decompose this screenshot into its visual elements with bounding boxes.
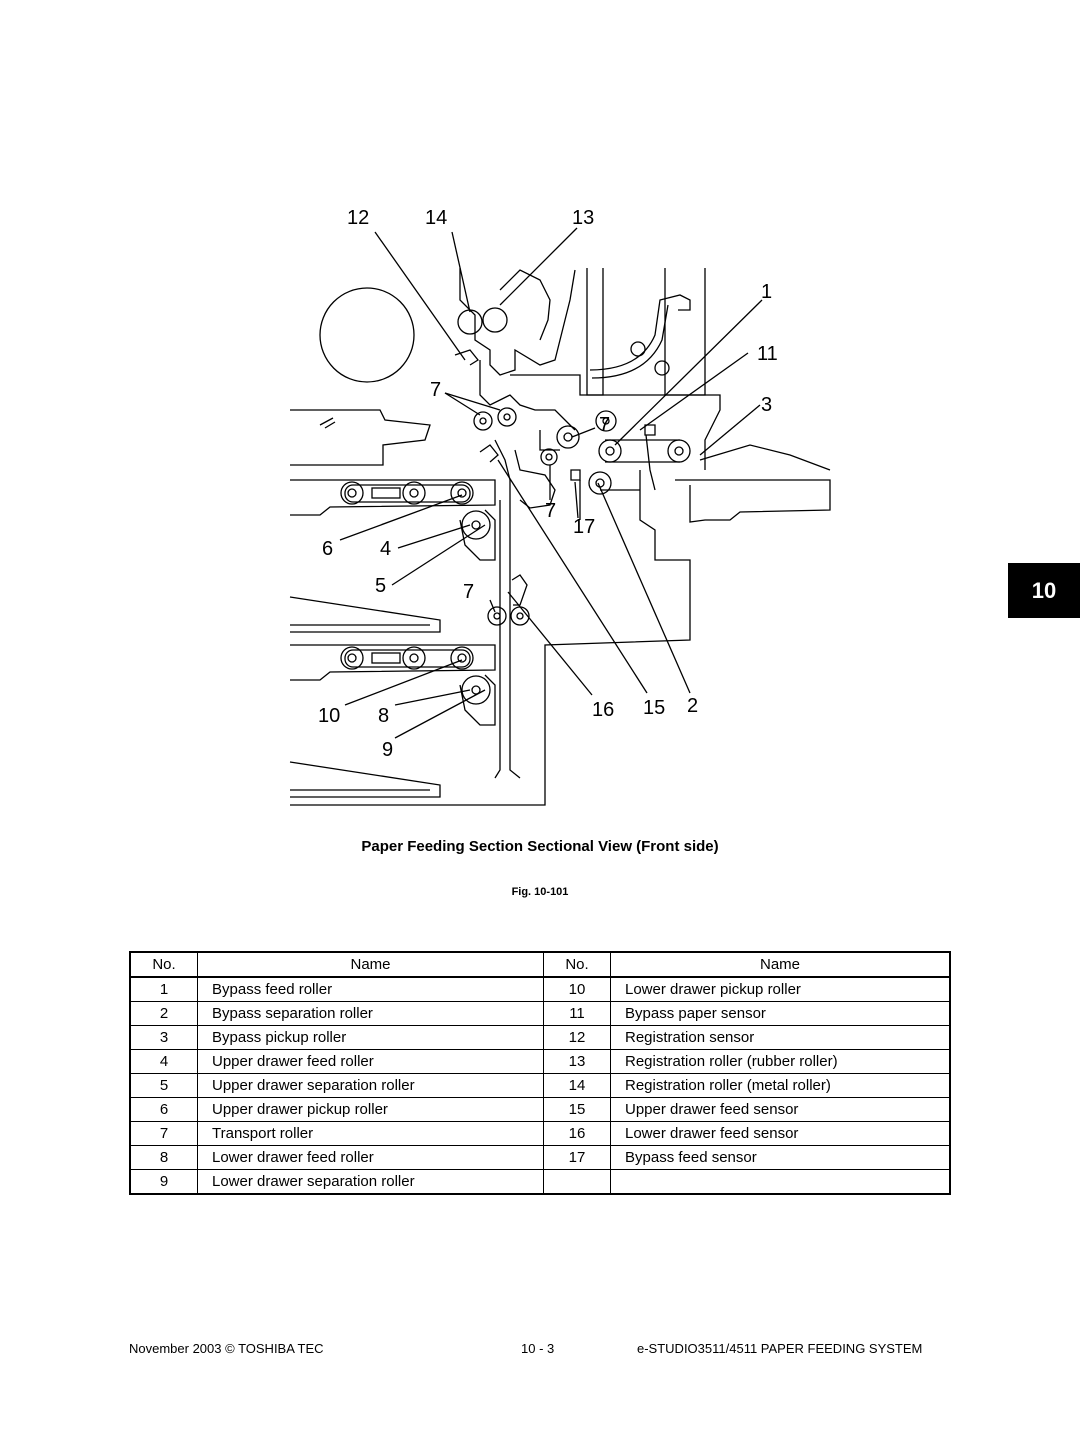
part-name: Lower drawer separation roller (198, 1170, 544, 1195)
part-number: 2 (130, 1002, 198, 1026)
part-name: Upper drawer feed roller (198, 1050, 544, 1074)
part-name: Transport roller (198, 1122, 544, 1146)
callout-label: 6 (322, 538, 334, 560)
callout-label: 17 (573, 516, 596, 538)
part-name: Upper drawer separation roller (198, 1074, 544, 1098)
footer-right: e-STUDIO3511/4511 PAPER FEEDING SYSTEM (637, 1341, 923, 1356)
table-row (130, 1170, 950, 1195)
part-name: Registration roller (metal roller) (611, 1074, 951, 1098)
part-name: Registration sensor (611, 1026, 951, 1050)
header-no: No. (130, 952, 198, 977)
table-row (130, 977, 950, 1002)
callout-label: 13 (572, 207, 595, 229)
drum (320, 288, 414, 382)
figure-caption: Paper Feeding Section Sectional View (Front side) (361, 838, 719, 855)
table-row (130, 1074, 950, 1098)
part-name: Lower drawer feed roller (198, 1146, 544, 1170)
callout-label: 7 (599, 414, 611, 436)
part-name: Bypass pickup roller (198, 1026, 544, 1050)
parts-table (129, 951, 951, 1195)
header-name: Name (611, 952, 951, 977)
callout-label: 2 (687, 695, 699, 717)
callout-label: 11 (757, 343, 778, 365)
part-number: 3 (130, 1026, 198, 1050)
callout-label: 1 (761, 281, 773, 303)
header-name: Name (198, 952, 544, 977)
part-number: 16 (544, 1122, 611, 1146)
table-row (130, 1002, 950, 1026)
callout-label: 8 (378, 705, 390, 727)
part-name: Upper drawer pickup roller (198, 1098, 544, 1122)
callout-label: 16 (592, 699, 615, 721)
part-number: 10 (544, 977, 611, 1002)
part-number: 9 (130, 1170, 198, 1195)
header-no: No. (544, 952, 611, 977)
callout-label: 10 (318, 705, 341, 727)
part-name: Lower drawer feed sensor (611, 1122, 951, 1146)
footer-page-number: 10 - 3 (521, 1341, 555, 1356)
part-name (611, 1170, 951, 1195)
table-row (130, 1122, 950, 1146)
table-row (130, 1026, 950, 1050)
table-row (130, 1098, 950, 1122)
callout-label: 15 (643, 697, 666, 719)
part-number: 7 (130, 1122, 198, 1146)
footer-left: November 2003 © TOSHIBA TEC (129, 1341, 324, 1356)
callout-label: 7 (430, 379, 442, 401)
part-name: Bypass feed roller (198, 977, 544, 1002)
paper-feeding-sectional-diagram (270, 195, 835, 810)
part-name: Bypass feed sensor (611, 1146, 951, 1170)
part-number: 11 (544, 1002, 611, 1026)
part-number: 14 (544, 1074, 611, 1098)
part-number (544, 1170, 611, 1195)
callout-label: 12 (347, 207, 370, 229)
part-name: Bypass paper sensor (611, 1002, 951, 1026)
part-name: Upper drawer feed sensor (611, 1098, 951, 1122)
part-number: 6 (130, 1098, 198, 1122)
part-name: Bypass separation roller (198, 1002, 544, 1026)
part-number: 17 (544, 1146, 611, 1170)
part-name: Lower drawer pickup roller (611, 977, 951, 1002)
part-number: 8 (130, 1146, 198, 1170)
part-name: Registration roller (rubber roller) (611, 1050, 951, 1074)
part-number: 13 (544, 1050, 611, 1074)
table-row (130, 1050, 950, 1074)
part-number: 12 (544, 1026, 611, 1050)
callout-label: 14 (425, 207, 448, 229)
chapter-tab: 10 (1008, 563, 1080, 618)
part-number: 15 (544, 1098, 611, 1122)
callout-label: 3 (761, 394, 773, 416)
callout-label: 7 (463, 581, 475, 603)
callout-label: 7 (545, 500, 557, 522)
callout-label: 4 (380, 538, 392, 560)
table-header-row (130, 952, 950, 977)
callout-label: 5 (375, 575, 387, 597)
part-number: 5 (130, 1074, 198, 1098)
part-number: 4 (130, 1050, 198, 1074)
table-row (130, 1146, 950, 1170)
figure-number: Fig. 10-101 (511, 886, 569, 898)
callout-label: 9 (382, 739, 394, 761)
part-number: 1 (130, 977, 198, 1002)
